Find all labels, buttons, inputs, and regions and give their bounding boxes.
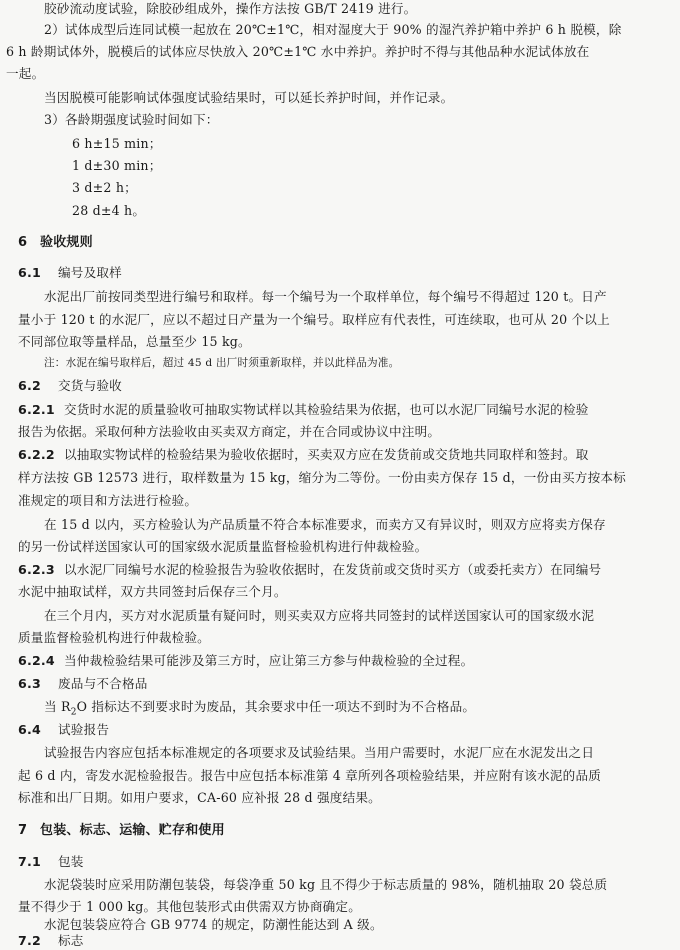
section-heading: 7 包装、标志、运输、贮存和使用	[0, 820, 680, 842]
section-number: 6	[18, 235, 28, 250]
text-line: 水泥中抽取试样，双方共同签封后保存三个月。	[18, 584, 287, 599]
section-number: 7.1	[18, 854, 41, 869]
text-line: 的另一份试样送国家认可的国家级水泥质量监督检验机构进行仲裁检验。	[18, 539, 428, 554]
section-number: 6.2.2	[18, 447, 55, 462]
subsection-heading: 6.2 交货与验收	[0, 375, 680, 397]
list-item: 1 d±30 min；	[72, 158, 162, 173]
text-line: 一起。	[6, 66, 45, 81]
text-line: 2）试体成型后连同试模一起放在 20℃±1℃，相对湿度大于 90% 的湿汽养护箱中养护 6 h 脱模，除	[44, 22, 622, 37]
section-number: 7	[18, 823, 28, 838]
list-item: 3 d±2 h；	[72, 180, 137, 195]
list-item: 28 d±4 h。	[72, 203, 146, 218]
clause: 6.2.3 以水泥厂同编号水泥的检验报告为验收依据时，在发货前或交货时买方（或委托卖方）在同编号	[0, 559, 680, 581]
text-line: 水泥出厂前按同类型进行编号和取样。每一个编号为一个取样单位，每个编号不得超过 120 t。日产	[44, 289, 607, 304]
subsection-heading: 6.1 编号及取样	[0, 262, 680, 284]
section-heading: 6 验收规则	[0, 232, 680, 254]
section-number: 6.2.1	[18, 402, 55, 417]
section-number: 6.2.3	[18, 562, 55, 577]
text-line: 3）各龄期强度试验时间如下：	[44, 112, 219, 127]
note: 注：水泥在编号取样后，超过 45 d 出厂时须重新取样，并以此样品为准。	[44, 357, 400, 369]
text-line: 水泥包装袋应符合 GB 9774 的规定，防潮性能达到 A 级。	[44, 917, 383, 932]
text-line: 在 15 d 以内，买方检验认为产品质量不符合本标准要求，而卖方又有异议时，则双方应将卖方保存	[44, 517, 606, 532]
text-line: 在三个月内，买方对水泥质量有疑问时，则买卖双方应将共同签封的试样送国家认可的国家级水泥	[44, 608, 595, 623]
clause: 6.2.4 当仲裁检验结果可能涉及第三方时，应让第三方参与仲裁检验的全过程。	[0, 650, 680, 672]
section-number: 6.1	[18, 265, 41, 280]
text-line: 6 h 龄期试体外，脱模后的试体应尽快放入 20℃±1℃ 水中养护。养护时不得与其他品种水泥试体放在	[6, 44, 590, 59]
text-line: 准规定的项目和方法进行检验。	[18, 493, 198, 508]
section-number: 6.2.4	[18, 653, 55, 668]
subsection-heading: 7.2 标志	[18, 933, 84, 948]
text-line: 不同部位取等量样品，总量至少 15 kg。	[18, 334, 251, 349]
text-line: 量不得少于 1 000 kg。其他包装形式由供需双方协商确定。	[18, 899, 362, 914]
text-line: 胶砂流动度试验，除胶砂组成外，操作方法按 GB/T 2419 进行。	[44, 1, 417, 16]
text-line: 质量监督检验机构进行仲裁检验。	[18, 630, 210, 645]
text-line: 起 6 d 内，寄发水泥检验报告。报告中应包括本标准第 4 章所列各项检验结果，并应附有该水泥的品质	[18, 768, 602, 783]
subsection-heading: 6.3 废品与不合格品	[0, 673, 680, 695]
section-number: 7.2	[18, 933, 41, 948]
clause: 6.2.1 交货时水泥的质量验收可抽取实物试样以其检验结果为依据，也可以水泥厂同编号水泥的检验	[0, 399, 680, 421]
section-number: 6.4	[18, 722, 41, 737]
clause: 6.2.2 以抽取实物试样的检验结果为验收依据时，买卖双方应在发货前或交货地共同取样和签封。取	[0, 444, 680, 466]
text-line: 当 $R_2O$ 指标达不到要求时为废品，其余要求中任一项达不到时为不合格品。	[44, 699, 476, 718]
text-line: 水泥袋装时应采用防潮包装袋，每袋净重 50 kg 且不得少于标志质量的 98%，随机抽取 20 袋总质	[44, 877, 608, 892]
text-line: 样方法按 GB 12573 进行，取样数量为 15 kg，缩分为二等份。一份由卖方保存 15 d，一份由买方按本标	[18, 470, 626, 485]
subsection-heading: 7.1 包装	[0, 851, 680, 873]
subsection-heading: 6.4 试验报告	[0, 719, 680, 741]
text-line: 量小于 120 t 的水泥厂，应以不超过日产量为一个编号。取样应有代表性，可连续取，也可从 20 个以上	[18, 312, 610, 327]
text-line: 试验报告内容应包括本标准规定的各项要求及试验结果。当用户需要时，水泥厂应在水泥发出之日	[44, 745, 595, 760]
text-line: 当因脱模可能影响试体强度试验结果时，可以延长养护时间，并作记录。	[44, 90, 454, 105]
section-number: 6.2	[18, 378, 41, 393]
text-line: 报告为依据。采取何种方法验收由买卖双方商定，并在合同或协议中注明。	[18, 424, 441, 439]
list-item: 6 h±15 min；	[72, 136, 162, 151]
text-line: 标准和出厂日期。如用户要求，CA-60 应补报 28 d 强度结果。	[18, 790, 381, 805]
section-number: 6.3	[18, 676, 41, 691]
